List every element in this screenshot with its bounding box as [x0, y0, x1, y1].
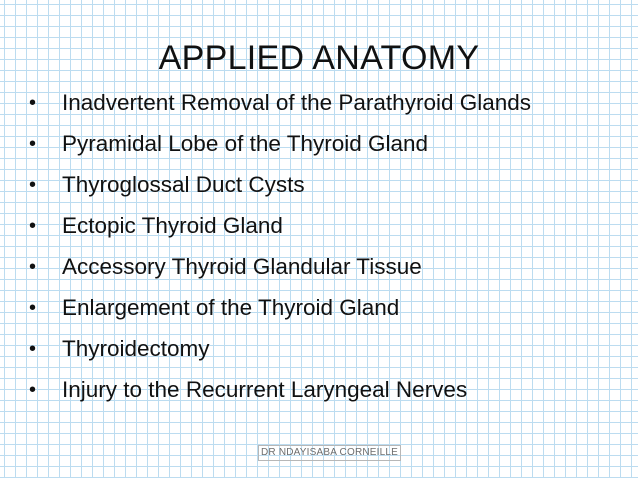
bullet-item: [24, 172, 624, 198]
bullet-marker: •: [29, 215, 37, 237]
bullet-text: Ectopic Thyroid Gland: [62, 213, 283, 238]
bullet-item: [24, 254, 624, 280]
bullet-item: [24, 295, 624, 321]
bullet-item: [24, 213, 624, 239]
slide-footer: DR NDAYISABA CORNEILLE: [258, 445, 401, 461]
bullet-item: [24, 377, 624, 403]
bullet-marker: •: [29, 256, 37, 278]
bullet-text: Inadvertent Removal of the Parathyroid Glands: [62, 90, 532, 115]
bullet-item: [24, 131, 624, 157]
bullet-marker: •: [29, 297, 37, 319]
slide-title: APPLIED ANATOMY: [158, 39, 480, 77]
bullet-marker: •: [29, 92, 37, 114]
bullet-text: Pyramidal Lobe of the Thyroid Gland: [62, 131, 429, 156]
bullet-text: Accessory Thyroid Glandular Tissue: [62, 254, 422, 279]
bullet-text: Thyroglossal Duct Cysts: [62, 172, 305, 197]
bullet-text: Enlargement of the Thyroid Gland: [62, 295, 400, 320]
bullet-marker: •: [29, 338, 37, 360]
bullet-marker: •: [29, 379, 37, 401]
bullet-marker: •: [29, 133, 37, 155]
bullet-text: Thyroidectomy: [62, 336, 210, 361]
bullet-marker: •: [29, 174, 37, 196]
bullet-item: [24, 90, 532, 116]
bullet-list: [24, 90, 624, 418]
bullet-item: [24, 336, 624, 362]
bullet-text: Injury to the Recurrent Laryngeal Nerves: [62, 377, 468, 402]
